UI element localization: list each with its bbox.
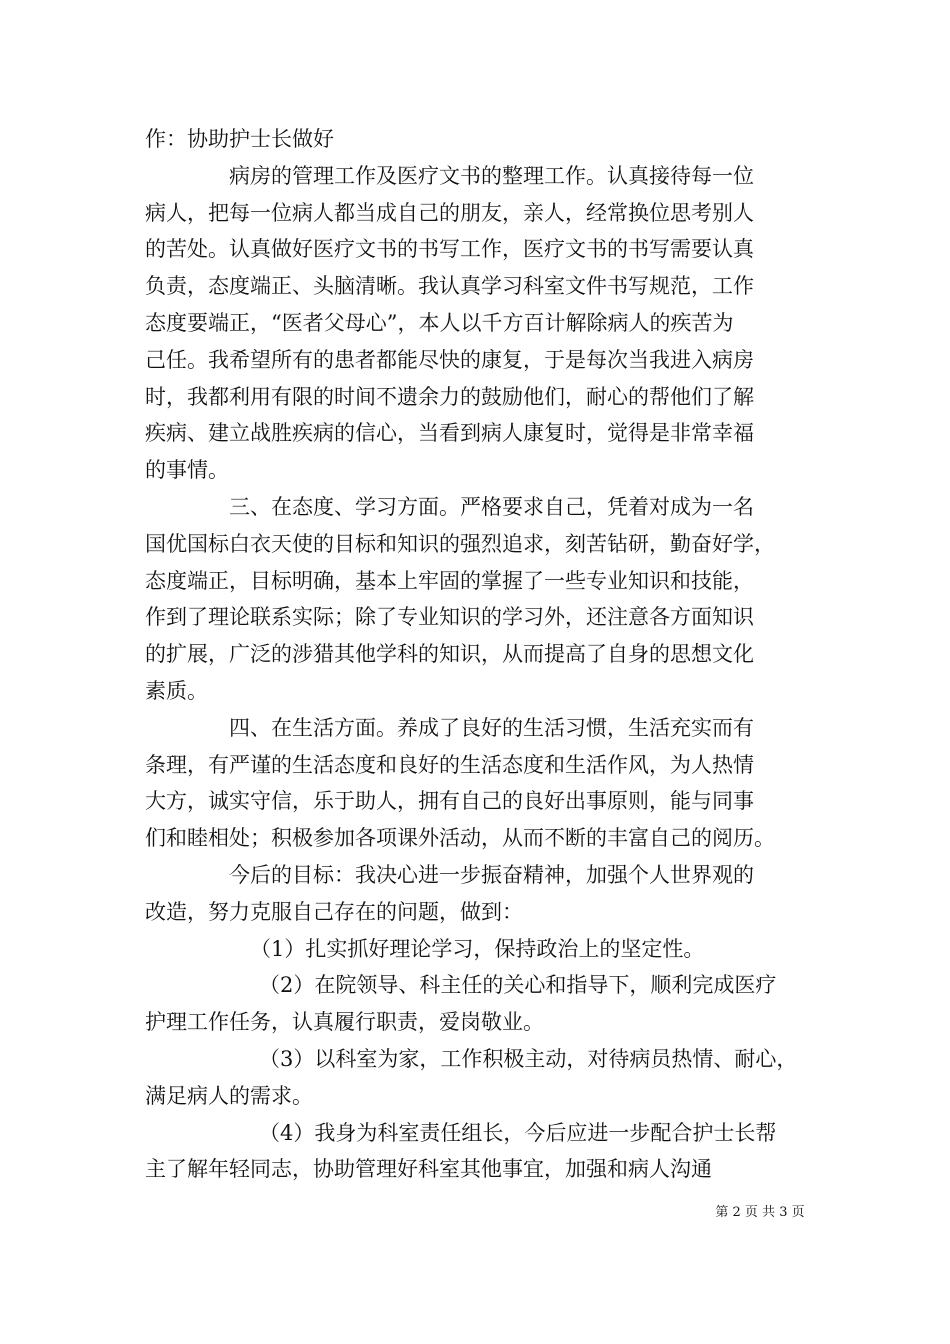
text-line: 作到了理论联系实际；除了专业知识的学习外，还注意各方面知识 bbox=[145, 605, 754, 630]
document-body bbox=[145, 121, 815, 1188]
text-line: 负责，态度端正、头脑清晰。我认真学习科室文件书写规范，工作 bbox=[145, 274, 754, 299]
text-line: 的扩展，广泛的涉猎其他学科的知识，从而提高了自身的思想文化 bbox=[145, 642, 754, 667]
text-line: 大方，诚实守信，乐于助人，拥有自己的良好出事原则，能与同事 bbox=[145, 789, 754, 814]
text-line: 改造，努力克服自己存在的问题，做到： bbox=[145, 899, 523, 924]
list-item-line: （3）以科室为家，工作积极主动，对待病员热情、耐心， bbox=[259, 1046, 798, 1071]
text-line: 态度端正，目标明确，基本上牢固的掌握了一些专业知识和技能， bbox=[145, 568, 754, 593]
text-line: 护理工作任务，认真履行职责，爱岗敬业。 bbox=[145, 1010, 544, 1035]
text-line: 们和睦相处；积极参加各项课外活动，从而不断的丰富自己的阅历。 bbox=[145, 826, 775, 851]
list-item-line: （4）我身为科室责任组长，今后应进一步配合护士长帮 bbox=[259, 1120, 777, 1145]
text-line: 疾病、建立战胜疾病的信心，当看到病人康复时，觉得是非常幸福 bbox=[145, 421, 754, 446]
text-line: 四、在生活方面。养成了良好的生活习惯，生活充实而有 bbox=[229, 715, 754, 740]
text-line: 作：协助护士长做好 bbox=[145, 127, 334, 151]
text-line: 己任。我希望所有的患者都能尽快的康复，于是每次当我进入病房 bbox=[145, 347, 754, 372]
text-line: 条理，有严谨的生活态度和良好的生活态度和生活作风，为人热情 bbox=[145, 752, 754, 777]
page-number-footer: 第 2 页 共 3 页 bbox=[715, 1205, 805, 1220]
text-line: 三、在态度、学习方面。严格要求自己，凭着对成为一名 bbox=[229, 494, 754, 519]
text-line: 素质。 bbox=[145, 678, 208, 703]
text-line: 病人，把每一位病人都当成自己的朋友，亲人，经常换位思考别人 bbox=[145, 200, 754, 225]
text-line: 时，我都利用有限的时间不遗余力的鼓励他们，耐心的帮他们了解 bbox=[145, 384, 754, 409]
list-item-line: （2）在院领导、科主任的关心和指导下，顺利完成医疗 bbox=[259, 973, 777, 998]
text-line: 病房的管理工作及医疗文书的整理工作。认真接待每一位 bbox=[229, 163, 754, 188]
text-line: 主了解年轻同志，协助管理好科室其他事宜，加强和病人沟通 bbox=[145, 1157, 712, 1182]
text-line: 满足病人的需求。 bbox=[145, 1083, 313, 1108]
list-item-line: （1）扎实抓好理论学习，保持政治上的坚定性。 bbox=[250, 936, 705, 961]
text-line: 态度要端正，“医者父母心”，本人以千方百计解除病人的疾苦为 bbox=[145, 310, 734, 335]
text-line: 今后的目标：我决心进一步振奋精神，加强个人世界观的 bbox=[229, 862, 754, 887]
text-line: 的苦处。认真做好医疗文书的书写工作，医疗文书的书写需要认真 bbox=[145, 237, 754, 262]
text-line: 的事情。 bbox=[145, 458, 229, 483]
text-line: 国优国标白衣天使的目标和知识的强烈追求，刻苦钻研，勤奋好学， bbox=[145, 531, 775, 556]
